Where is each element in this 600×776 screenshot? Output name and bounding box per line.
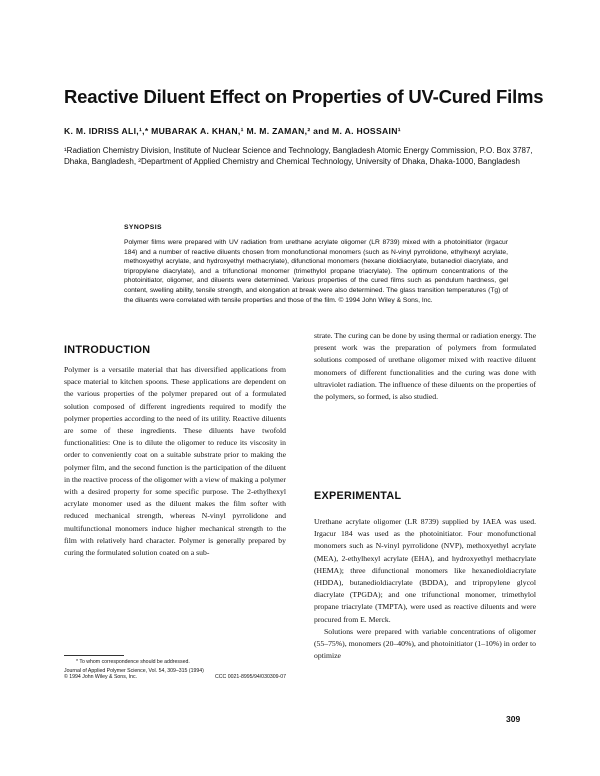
footnote-divider — [64, 655, 124, 656]
synopsis-text: Polymer films were prepared with UV radiation from urethane acrylate oligomer (LR 8739) mixed with a photoinitiator (Irgacur 184) and a number of reactive diluents chosen from monofunctional monomers (such as N-vinyl pyrrolidone, ethylhexyl acrylate, methoxyethyl acrylate, and hydroxyethyl methacrylate), difunctional monomers (hexane dioldiacrylate, butanediol diacrylate, and tripropylene diacrylate), and a trifunctional monomer (trimethylol propane triacrylate). The optimum concentrations of the photoinitiator, oligomer, and diluents were determined. Various properties of the cured films such as pendulum hardness, gel content, swelling ability, tensile strength, and elongation at break were also determined. The glass transition temperatures (Tg) of the diluents were correlated with tensile properties and those of the film. © 1994 John Wiley & Sons, Inc. — [124, 239, 508, 304]
right-column-continuation — [314, 330, 536, 403]
page-number: 309 — [506, 714, 521, 724]
continuation-paragraph: strate. The curing can be done by using thermal or radiation energy. The present work was the preparation of polymers from formulated solutions composed of urethane oligomer mixed with reactive diluent monomers of different functionalities and the curing was done with ultraviolet radiation. The influence of these diluents on the properties of the polymers, so formed, is also studied. — [314, 331, 536, 402]
author-affiliations: ¹Radiation Chemistry Division, Institute of Nuclear Science and Technology, Bangladesh Atomic Energy Commission, P.O. Box 3787, Dhaka, Bangladesh, ²Department of Applied Chemistry and Chemical Technology, University of Dhaka, Dhaka-1000, Bangladesh — [64, 146, 533, 166]
experimental-section — [314, 516, 536, 662]
experimental-paragraph-1: Urethane acrylate oligomer (LR 8739) supplied by IAEA was used. Irgacur 184 was used as the photoinitiator. Four monofunctional monomers such as N-vinyl pyrrolidone (NVP), methoxyethyl acrylate (MEA), 2-ethylhexyl acrylate (EHA), and hydroxyethyl methacrylate (HEMA); three difunctional monomers like hexanedioldiacrylate (HDDA), butanedioldiacrylate (BDDA), and tripropylene glycol diacrylate (TPGDA); and one trifunctional monomer, trimethylol propane triacrylate (TMPTA), were used as reactive diluents and were procured from E. Merck. — [314, 517, 536, 624]
synopsis-block — [124, 224, 508, 305]
correspondence-note: * To whom correspondence should be addressed. — [76, 659, 190, 665]
introduction-paragraph: Polymer is a versatile material that has diversified applications from space material to kitchen spoons. These applications are dependent on the various properties of the polymer prepared out of a formulated solution composed of different ingredients required to modify the polymer properties according to the need of its utility. Reactive diluents are some of these ingredients. These diluents have twofold functionalities: One is to dilute the oligomer to reduce its viscosity in order to conveniently coat on a suitable substrate prior to making the polymer film, and the second function is the participation of the diluent in the reactive process of the oligomer with a view of making a polymer with a desired property for some specific purpose. The 2-ethylhexyl acrylate monomer used as the diluent makes the film softer with reduced mechanical strength, whereas N-vinyl pyrrolidone and multifunctional monomers induce higher mechanical strength to the film with relatively hard character. Polymer is generally prepared by curing the formulated solution coated on a sub- — [64, 365, 286, 558]
introduction-section — [64, 364, 286, 559]
journal-citation: Journal of Applied Polymer Science, Vol. 54, 309–315 (1994) — [64, 667, 204, 674]
experimental-heading: EXPERIMENTAL — [314, 490, 402, 502]
copyright-line: © 1994 John Wiley & Sons, Inc. — [64, 674, 138, 681]
experimental-paragraph-2: Solutions were prepared with variable concentrations of oligomer (55–75%), monomers (20–40%), and photoinitiator (1–10%) in order to optimize — [314, 626, 536, 661]
article-title: Reactive Diluent Effect on Properties of UV-Cured Films — [64, 86, 544, 107]
introduction-heading: INTRODUCTION — [64, 344, 151, 356]
ccc-code: CCC 0021-8995/94/030309-07 — [215, 674, 286, 681]
footnote-block — [64, 659, 286, 681]
author-list: K. M. IDRISS ALI,¹,* MUBARAK A. KHAN,¹ M. M. ZAMAN,² and M. A. HOSSAIN¹ — [64, 126, 401, 136]
synopsis-heading: SYNOPSIS — [124, 224, 162, 231]
